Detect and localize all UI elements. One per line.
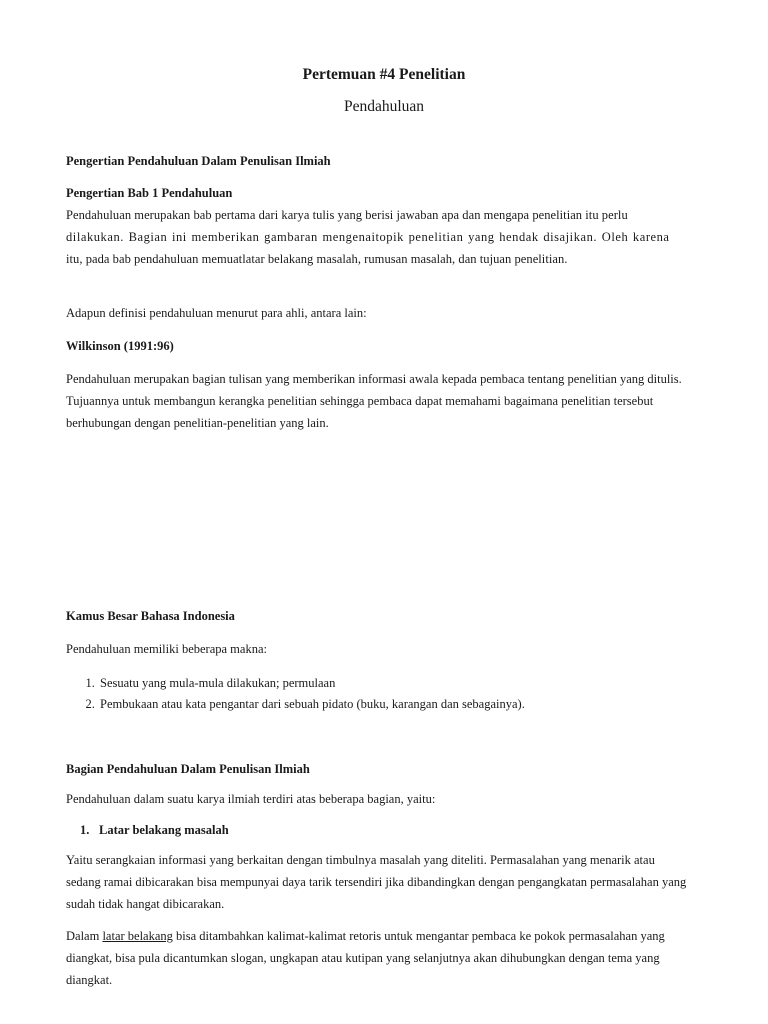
latar-belakang-link[interactable]: latar belakang <box>102 929 173 943</box>
paragraph-line: sedang ramai dibicarakan bisa mempunyai daya tarik tersendiri jika dibandingkan dengan pengangkatan permasalahan yang <box>66 875 687 889</box>
kbbi-list <box>66 673 702 715</box>
list-number: 1. <box>80 823 90 837</box>
subheading-kbbi: Kamus Besar Bahasa Indonesia <box>66 609 235 623</box>
subheading-wilkinson: Wilkinson (1991:96) <box>66 339 174 353</box>
text-run: Dalam <box>66 929 103 943</box>
paragraph-line: dilakukan. Bagian ini memberikan gambaran mengenaitopik penelitian yang hendak disajikan. Oleh karena <box>66 230 670 244</box>
paragraph-kbbi-intro: Pendahuluan memiliki beberapa makna: <box>66 642 267 656</box>
paragraph-line: diangkat, bisa pula dicantumkan slogan, ungkapan atau kutipan yang selanjutnya akan dihubungkan dengan tema yang <box>66 951 660 965</box>
paragraph-line: diangkat. <box>66 973 113 987</box>
document-subtitle: Pendahuluan <box>343 98 425 115</box>
section-heading-bagian: Bagian Pendahuluan Dalam Penulisan Ilmiah <box>66 762 310 776</box>
subheading-bab1: Pengertian Bab 1 Pendahuluan <box>66 186 233 200</box>
text-run: bisa ditambahkan kalimat-kalimat retoris untuk mengantar pembaca ke pokok permasalahan yang <box>172 929 665 943</box>
subheading-label: Latar belakang masalah <box>99 823 229 837</box>
document-title: Pertemuan #4 Penelitian <box>302 66 466 83</box>
paragraph-line: Tujuannya untuk membangun kerangka penelitian sehingga pembaca dapat memahami bagaimana penelitian tersebut <box>66 394 654 408</box>
subheading-latar-belakang <box>80 819 229 841</box>
paragraph-line: itu, pada bab pendahuluan memuatlatar belakang masalah, rumusan masalah, dan tujuan penelitian. <box>66 252 568 266</box>
paragraph-line: Yaitu serangkaian informasi yang berkaitan dengan timbulnya masalah yang diteliti. Permasalahan yang menarik atau <box>66 853 655 867</box>
paragraph-definisi-intro: Adapun definisi pendahuluan menurut para ahli, antara lain: <box>66 306 367 320</box>
paragraph-bagian-intro: Pendahuluan dalam suatu karya ilmiah terdiri atas beberapa bagian, yaitu: <box>66 792 436 806</box>
paragraph-line: berhubungan dengan penelitian-penelitian yang lain. <box>66 416 329 430</box>
paragraph-line: Pendahuluan merupakan bab pertama dari karya tulis yang berisi jawaban apa dan mengapa penelitian itu perlu <box>66 208 628 222</box>
paragraph-line: Pendahuluan merupakan bagian tulisan yang memberikan informasi awala kepada pembaca tentang penelitian yang ditulis. <box>66 372 682 386</box>
section-heading-pengertian: Pengertian Pendahuluan Dalam Penulisan Ilmiah <box>66 154 331 168</box>
paragraph-line: sudah tidak hangat dibicarakan. <box>66 897 225 911</box>
list-item: 1. Sesuatu yang mula-mula dilakukan; permulaan <box>98 673 702 694</box>
paragraph-line <box>66 925 702 947</box>
list-item: 2. Pembukaan atau kata pengantar dari sebuah pidato (buku, karangan dan sebagainya). <box>98 694 702 715</box>
